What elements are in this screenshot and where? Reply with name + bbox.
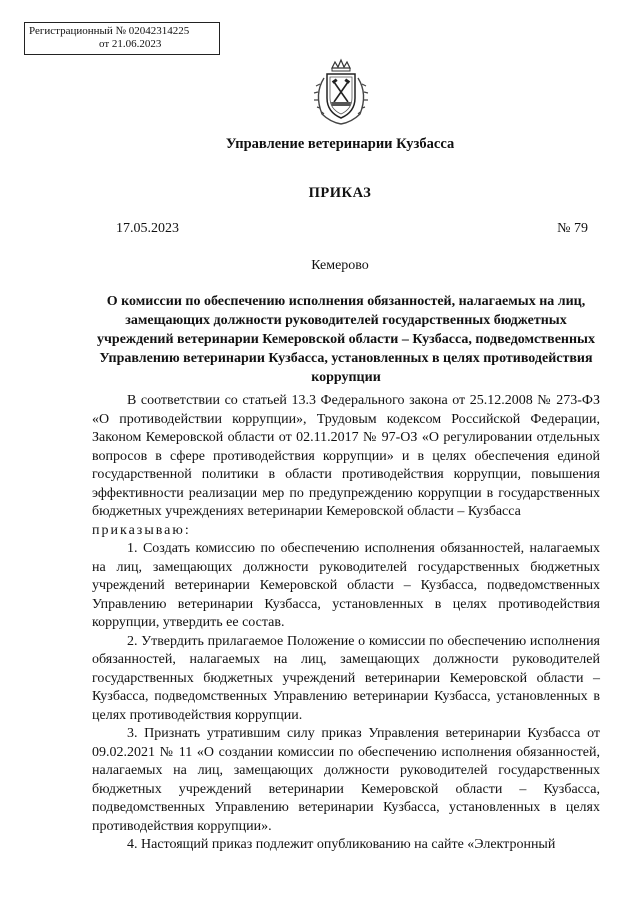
- document-date: 17.05.2023: [116, 221, 179, 236]
- registration-date: от 21.06.2023: [99, 38, 162, 50]
- order-item-1: 1. Создать комиссию по обеспечению исполнения обязанностей, налагаемых на лиц, замещающих должности руководителей государственных бюджетных учреждений ветеринарии Кемеровской области – Кузбасса, подведомственных Управлению ветеринарии Кузбасса, установленных в целях противодействия коррупции, утвердить ее состав.: [92, 541, 600, 630]
- order-item-3: 3. Признать утратившим силу приказ Управления ветеринарии Кузбасса от 09.02.2021 № 11 «О создании комиссии по обеспечению исполнения обязанностей, налагаемых на лиц, замещающих должности руководителей государственных бюджетных учреждений ветеринарии Кемеровской области – Кузбасса, подведомственных Управлению ветеринарии Кузбасса, установленных в целях противодействия коррупции».: [92, 726, 600, 834]
- preamble-paragraph: В соответствии со статьей 13.3 Федерального закона от 25.12.2008 № 273-ФЗ «О противодействии коррупции», Трудовым кодексом Российской Федерации, Законом Кемеровской области от 02.11.2017 № 97-ОЗ «О регулировании отдельных вопросов в сфере противодействия коррупции» и в целях обеспечения единой государственной политики в области противодействия коррупции, повышения эффективности реализации мер по предупреждению коррупции в государственных бюджетных учреждениях ветеринарии Кемеровской области – Кузбасса: [92, 393, 600, 519]
- order-item-4: 4. Настоящий приказ подлежит опубликованию на сайте «Электронный: [127, 837, 556, 852]
- document-type: ПРИКАЗ: [308, 185, 372, 201]
- registration-stamp: [24, 22, 220, 55]
- document-body: [92, 392, 600, 855]
- order-word: приказываю:: [92, 522, 191, 538]
- order-item-2: 2. Утвердить прилагаемое Положение о комиссии по обеспечению исполнения обязанностей, налагаемых на лиц, замещающих должности руководителей государственных бюджетных учреждений ветеринарии Кемеровской области – Кузбасса, подведомственных Управлению ветеринарии Кузбасса, установленных в целях противодействия коррупции.: [92, 633, 600, 723]
- organization-name: Управление ветеринарии Кузбасса: [225, 136, 455, 152]
- kuzbass-coat-of-arms-icon: [310, 58, 372, 126]
- document-title: О комиссии по обеспечению исполнения обязанностей, налагаемых на лиц, замещающих должности руководителей государственных бюджетных учреждений ветеринарии Кемеровской области – Кузбасса, подведомственных Управлению ветеринарии Кузбасса, установленных в целях противодействия коррупции: [97, 294, 595, 385]
- registration-number: Регистрационный № 02042314225: [29, 25, 190, 37]
- document-city: Кемерово: [311, 258, 369, 273]
- document-number: № 79: [557, 221, 588, 236]
